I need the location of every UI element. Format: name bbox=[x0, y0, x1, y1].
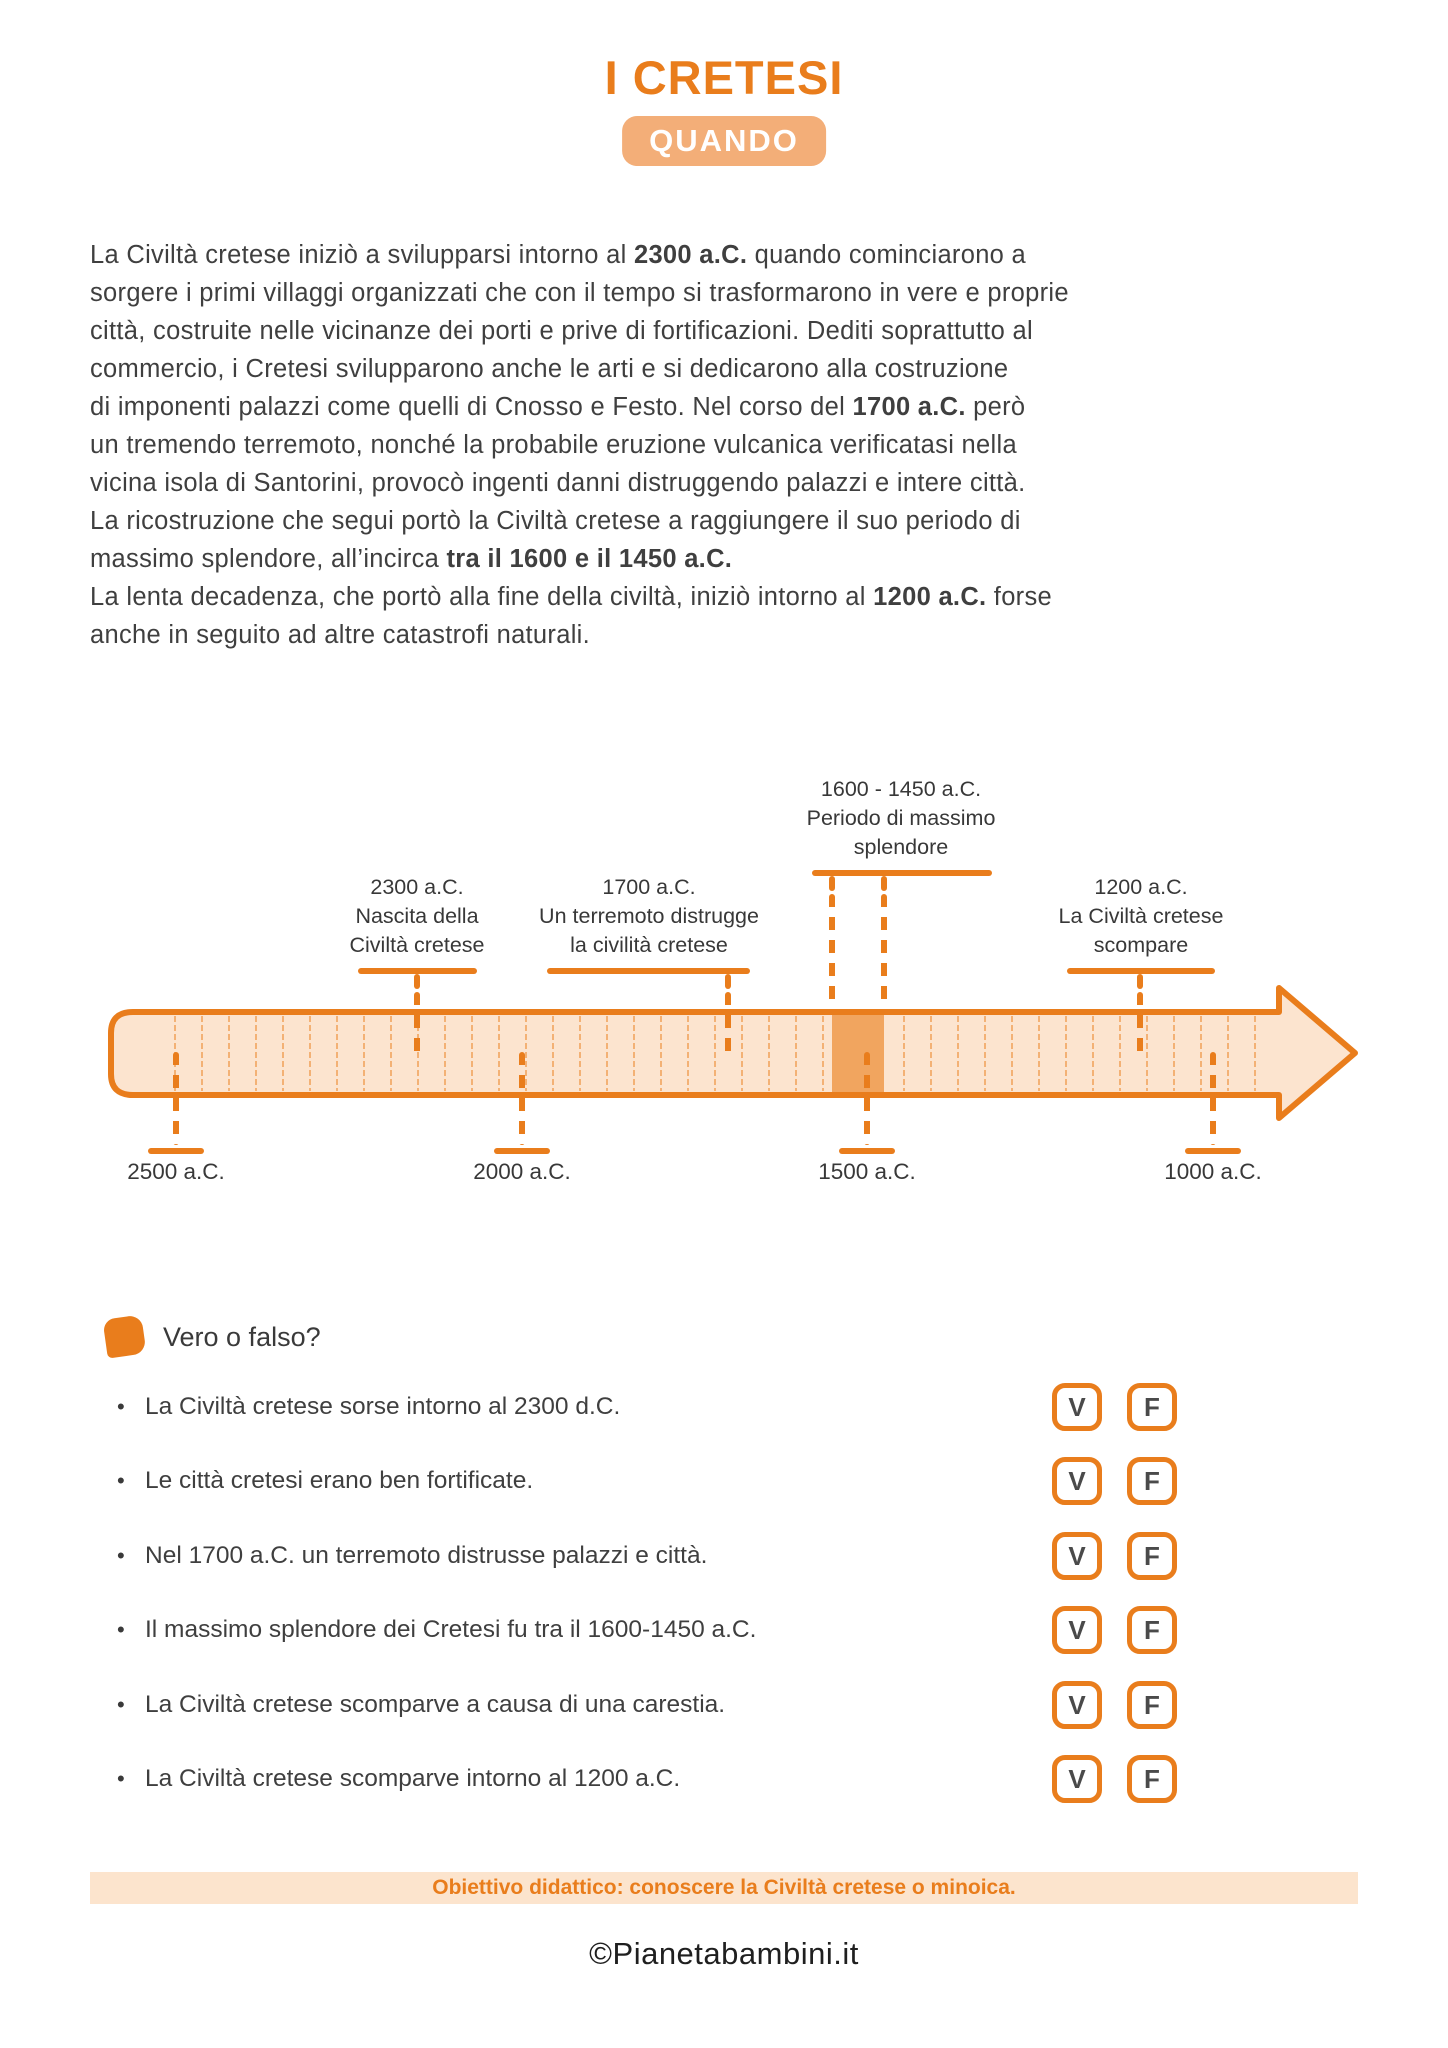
false-button[interactable]: F bbox=[1127, 1755, 1177, 1803]
timeline bbox=[0, 755, 1448, 1225]
true-button[interactable]: V bbox=[1052, 1457, 1102, 1505]
intro-line: La ricostruzione che segui portò la Civiltà cretese a raggiungere il suo periodo di bbox=[90, 507, 1021, 535]
timeline-event-label bbox=[539, 873, 759, 960]
timeline-scale-label: 1000 a.C. bbox=[1164, 1159, 1262, 1184]
timeline-event-tick bbox=[1137, 974, 1143, 989]
timeline-scale-bar bbox=[1185, 1148, 1241, 1154]
timeline-scale-label: 2500 a.C. bbox=[127, 1159, 225, 1184]
timeline-scale-label: 2000 a.C. bbox=[473, 1159, 571, 1184]
intro-line: La Civiltà cretese iniziò a svilupparsi intorno al 2300 a.C. quando cominciarono a bbox=[90, 241, 1027, 269]
timeline-event-dashed-line bbox=[829, 894, 835, 1012]
true-button[interactable]: V bbox=[1052, 1532, 1102, 1580]
timeline-event-label-line: 1600 - 1450 a.C. bbox=[820, 777, 982, 801]
true-false-row bbox=[0, 1532, 1448, 1580]
false-button[interactable]: F bbox=[1127, 1681, 1177, 1729]
timeline-event-label-line: 1700 a.C. bbox=[602, 875, 696, 899]
bullet-icon: • bbox=[117, 1692, 125, 1717]
intro-line: anche in seguito ad altre catastrofi naturali. bbox=[90, 621, 591, 649]
section-marker-icon bbox=[102, 1314, 146, 1358]
timeline-event-label-line: Nascita della bbox=[355, 904, 479, 928]
section-badge: QUANDO bbox=[622, 116, 826, 166]
true-button[interactable]: V bbox=[1052, 1681, 1102, 1729]
timeline-event-label-line: La Civiltà cretese bbox=[1058, 904, 1224, 928]
timeline-event-label bbox=[1059, 873, 1224, 960]
true-false-row bbox=[0, 1755, 1448, 1803]
timeline-event-bracket bbox=[547, 968, 750, 974]
statement-text: Il massimo splendore dei Cretesi fu tra il 1600-1450 a.C. bbox=[145, 1616, 757, 1643]
timeline-scale-bar bbox=[839, 1148, 895, 1154]
timeline-event-label-line: 2300 a.C. bbox=[370, 875, 464, 899]
false-button[interactable]: F bbox=[1127, 1606, 1177, 1654]
timeline-scale-dashed-line bbox=[173, 1052, 179, 1145]
timeline-event-label-line: Civiltà cretese bbox=[349, 933, 485, 957]
statement-text: La Civiltà cretese scomparve intorno al 1200 a.C. bbox=[145, 1765, 681, 1792]
true-button[interactable]: V bbox=[1052, 1383, 1102, 1431]
timeline-arrow bbox=[0, 755, 1448, 1225]
timeline-event-label-line: scompare bbox=[1093, 933, 1189, 957]
timeline-event-dashed-line bbox=[725, 992, 731, 1055]
timeline-scale-dashed-line bbox=[864, 1052, 870, 1145]
intro-line: città, costruite nelle vicinanze dei porti e prive di fortificazioni. Dediti soprattutto al bbox=[90, 317, 1033, 345]
true-false-row bbox=[0, 1681, 1448, 1729]
timeline-event-tick bbox=[881, 876, 887, 891]
timeline-event-tick bbox=[829, 876, 835, 891]
timeline-event-dashed-line bbox=[1137, 992, 1143, 1055]
true-false-row bbox=[0, 1457, 1448, 1505]
quiz-heading: Vero o falso? bbox=[163, 1322, 321, 1352]
intro-line: massimo splendore, all’incirca tra il 1600 e il 1450 a.C. bbox=[90, 545, 733, 573]
timeline-event-tick bbox=[414, 974, 420, 989]
statement-text: La Civiltà cretese sorse intorno al 2300 d.C. bbox=[145, 1393, 621, 1420]
true-false-row bbox=[0, 1606, 1448, 1654]
intro-line: un tremendo terremoto, nonché la probabile eruzione vulcanica verificatasi nella bbox=[90, 431, 1017, 459]
page-title: I CRETESI bbox=[604, 51, 844, 104]
timeline-event-label-line: Periodo di massimo bbox=[806, 806, 996, 830]
timeline-event-label bbox=[349, 873, 484, 960]
timeline-scale-dashed-line bbox=[519, 1052, 525, 1145]
timeline-event-dashed-line bbox=[881, 894, 887, 1012]
timeline-event-label bbox=[807, 775, 996, 862]
timeline-highlight-segment bbox=[832, 1015, 884, 1092]
statement-text: Nel 1700 a.C. un terremoto distrusse palazzi e città. bbox=[145, 1542, 708, 1569]
bullet-icon: • bbox=[117, 1766, 125, 1791]
false-button[interactable]: F bbox=[1127, 1457, 1177, 1505]
timeline-ticks bbox=[175, 1016, 1255, 1091]
timeline-event-dashed-line bbox=[414, 992, 420, 1055]
intro-line: sorgere i primi villaggi organizzati che con il tempo si trasformarono in vere e proprie bbox=[90, 279, 1069, 307]
false-button[interactable]: F bbox=[1127, 1383, 1177, 1431]
didactic-objective: Obiettivo didattico: conoscere la Civiltà cretese o minoica. bbox=[90, 1872, 1358, 1904]
timeline-event-label-line: splendore bbox=[853, 835, 949, 859]
statement-text: La Civiltà cretese scomparve a causa di una carestia. bbox=[145, 1691, 726, 1718]
timeline-event-bracket bbox=[812, 870, 992, 876]
intro-line: La lenta decadenza, che portò alla fine della civiltà, iniziò intorno al 1200 a.C. forse bbox=[90, 583, 1052, 611]
intro-line: di imponenti palazzi come quelli di Cnosso e Festo. Nel corso del 1700 a.C. però bbox=[90, 393, 1026, 421]
statement-text: Le città cretesi erano ben fortificate. bbox=[145, 1467, 534, 1494]
true-false-section bbox=[0, 1300, 1448, 1840]
true-button[interactable]: V bbox=[1052, 1606, 1102, 1654]
timeline-scale-bar bbox=[148, 1148, 204, 1154]
bullet-icon: • bbox=[117, 1394, 125, 1419]
timeline-scale-label: 1500 a.C. bbox=[818, 1159, 916, 1184]
timeline-event-bracket bbox=[1067, 968, 1215, 974]
intro-line: commercio, i Cretesi svilupparono anche le arti e si dedicarono alla costruzione bbox=[90, 355, 1009, 383]
intro-paragraph bbox=[90, 236, 1390, 654]
bullet-icon: • bbox=[117, 1617, 125, 1642]
timeline-event-label-line: Un terremoto distrugge bbox=[539, 904, 759, 928]
timeline-event-label-line: 1200 a.C. bbox=[1094, 875, 1188, 899]
bullet-icon: • bbox=[117, 1468, 125, 1493]
intro-line: vicina isola di Santorini, provocò ingenti danni distruggendo palazzi e intere città. bbox=[90, 469, 1026, 497]
timeline-arrow-body bbox=[111, 988, 1355, 1118]
copyright: ©Pianetabambini.it bbox=[589, 1936, 859, 1971]
timeline-event-label-line: la civilità cretese bbox=[570, 933, 728, 957]
false-button[interactable]: F bbox=[1127, 1532, 1177, 1580]
true-false-row bbox=[0, 1383, 1448, 1431]
timeline-scale-dashed-line bbox=[1210, 1052, 1216, 1145]
timeline-event-tick bbox=[725, 974, 731, 989]
true-button[interactable]: V bbox=[1052, 1755, 1102, 1803]
timeline-scale-bar bbox=[494, 1148, 550, 1154]
bullet-icon: • bbox=[117, 1543, 125, 1568]
